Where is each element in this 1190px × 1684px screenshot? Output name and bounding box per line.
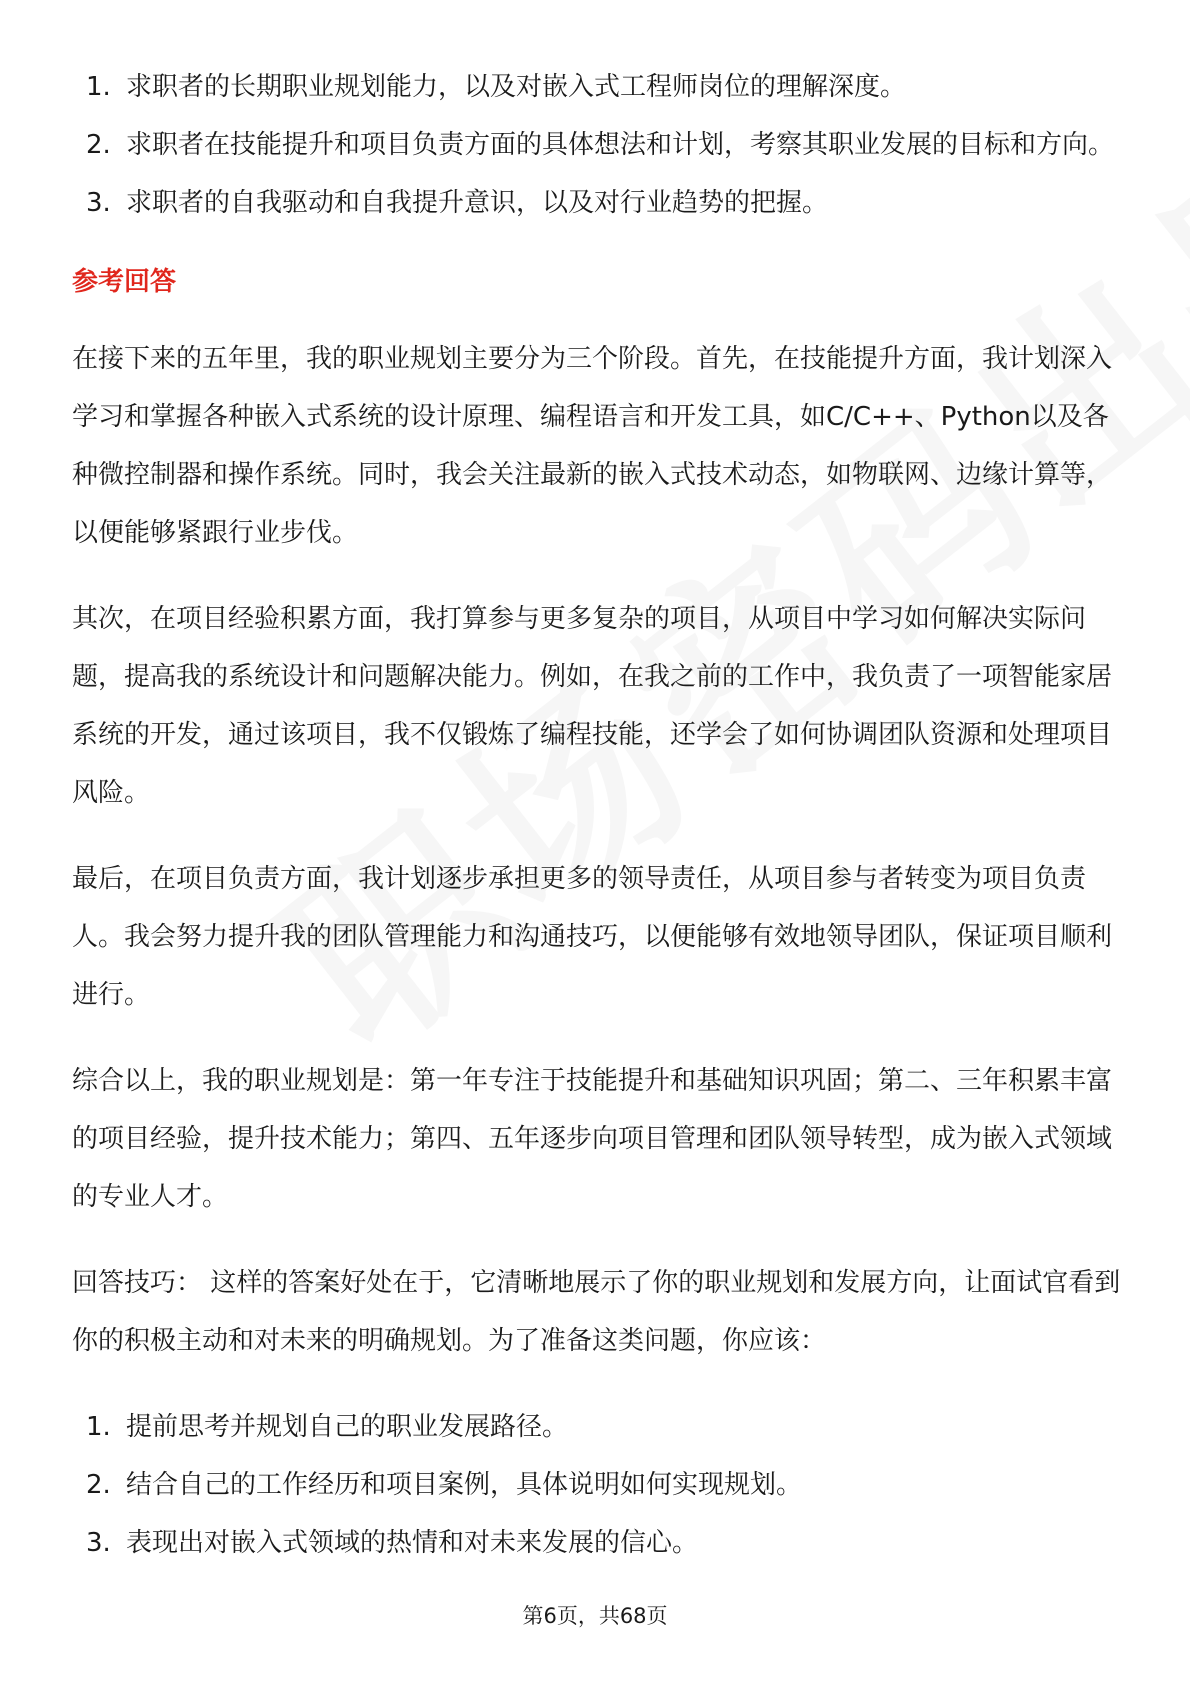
paragraph: 综合以上，我的职业规划是：第一年专注于技能提升和基础知识巩固；第二、三年积累丰富的项目经验，提升技术能力；第四、五年逐步向项目管理和团队领导转型，成为嵌入式领域的专业人才。 — [72, 1066, 1113, 1212]
list-item-number: 2. — [86, 1470, 111, 1500]
tips-list — [72, 1398, 1122, 1572]
list-item — [72, 174, 1122, 232]
list-item-text: 求职者的自我驱动和自我提升意识，以及对行业趋势的把握。 — [126, 188, 829, 218]
list-item — [72, 1514, 1122, 1572]
list-item-number: 2. — [86, 130, 111, 160]
list-item — [72, 116, 1122, 174]
list-item-text: 提前思考并规划自己的职业发展路径。 — [126, 1412, 569, 1442]
list-item — [72, 1398, 1122, 1456]
paragraph: 在接下来的五年里，我的职业规划主要分为三个阶段。首先，在技能提升方面，我计划深入学习和掌握各种嵌入式系统的设计原理、编程语言和开发工具，如C/C++、Python以及各种微控制器和操作系统。同时，我会关注最新的嵌入式技术动态，如物联网、边缘计算等，以便能够紧跟行业步伐。 — [72, 344, 1113, 548]
list-item-number: 3. — [86, 1528, 111, 1558]
paragraph: 最后，在项目负责方面，我计划逐步承担更多的领导责任，从项目参与者转变为项目负责人。我会努力提升我的团队管理能力和沟通技巧，以便能够有效地领导团队，保证项目顺利进行。 — [72, 864, 1113, 1010]
list-item — [72, 1456, 1122, 1514]
list-item-number: 3. — [86, 188, 111, 218]
list-item-text: 结合自己的工作经历和项目案例，具体说明如何实现规划。 — [126, 1470, 803, 1500]
page-footer: 第6页，共68页 — [522, 1604, 668, 1628]
list-item-text: 表现出对嵌入式领域的热情和对未来发展的信心。 — [126, 1528, 699, 1558]
paragraph: 其次，在项目经验积累方面，我打算参与更多复杂的项目，从项目中学习如何解决实际问题，提高我的系统设计和问题解决能力。例如，在我之前的工作中，我负责了一项智能家居系统的开发，通过该项目，我不仅锻炼了编程技能，还学会了如何协调团队资源和处理项目风险。 — [72, 604, 1113, 808]
list-item — [72, 58, 1122, 116]
list-item-text: 求职者在技能提升和项目负责方面的具体想法和计划，考察其职业发展的目标和方向。 — [126, 130, 1115, 160]
document-page — [72, 58, 1122, 1572]
list-item-text: 求职者的长期职业规划能力，以及对嵌入式工程师岗位的理解深度。 — [126, 72, 907, 102]
list-item-number: 1. — [86, 72, 111, 102]
assessment-points-list — [72, 58, 1122, 232]
section-heading: 参考回答 — [72, 267, 177, 297]
paragraph: 回答技巧： 这样的答案好处在于，它清晰地展示了你的职业规划和发展方向，让面试官看到你的积极主动和对未来的明确规划。为了准备这类问题，你应该： — [72, 1268, 1121, 1356]
list-item-number: 1. — [86, 1412, 111, 1442]
